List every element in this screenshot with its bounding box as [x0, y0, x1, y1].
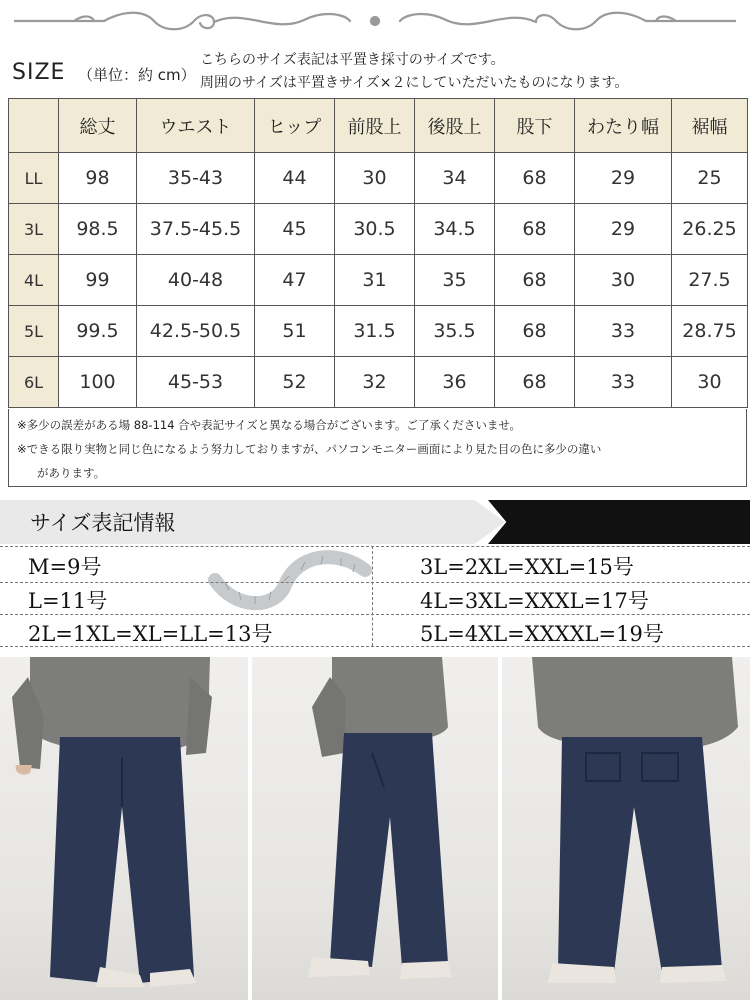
table-cell: 68 [495, 357, 575, 408]
color-note-continued: があります。 [37, 466, 106, 480]
column-header: 後股上 [415, 99, 495, 153]
table-cell: 68 [495, 306, 575, 357]
table-cell: 35 [415, 255, 495, 306]
size-equivalence: 4L=3XL=XXXL=17号 [420, 589, 649, 613]
table-cell: 35.5 [415, 306, 495, 357]
table-cell: 33 [575, 306, 672, 357]
table-cell: 29 [575, 153, 672, 204]
table-cell: 100 [59, 357, 137, 408]
table-cell: 99.5 [59, 306, 137, 357]
size-heading: SIZE [12, 60, 66, 85]
table-cell: 68 [495, 255, 575, 306]
column-header: 裾幅 [672, 99, 748, 153]
table-cell: 28.75 [672, 306, 748, 357]
table-cell: 34.5 [415, 204, 495, 255]
size-label: 5L [9, 306, 59, 357]
table-cell: 99 [59, 255, 137, 306]
table-cell: 40-48 [137, 255, 255, 306]
table-row [9, 306, 748, 357]
table-cell: 98.5 [59, 204, 137, 255]
table-row [9, 204, 748, 255]
corner-cell [9, 99, 59, 153]
table-cell: 68 [495, 153, 575, 204]
table-cell: 30 [672, 357, 748, 408]
size-info-banner [0, 500, 750, 544]
table-cell: 31.5 [335, 306, 415, 357]
size-label: 6L [9, 357, 59, 408]
table-cell: 30 [335, 153, 415, 204]
divider [0, 546, 750, 547]
column-header: わたり幅 [575, 99, 672, 153]
product-photo-side [252, 657, 498, 1000]
table-cell: 45-53 [137, 357, 255, 408]
table-cell: 27.5 [672, 255, 748, 306]
table-cell: 68 [495, 204, 575, 255]
table-cell: 35-43 [137, 153, 255, 204]
table-header-row [9, 99, 748, 153]
table-cell: 34 [415, 153, 495, 204]
divider [0, 582, 750, 583]
ornamental-divider [14, 6, 736, 36]
size-info-title: サイズ表記情報 [30, 511, 176, 535]
size-equivalence: M=9号 [28, 555, 102, 579]
column-divider [372, 546, 373, 646]
footnotes [8, 409, 747, 487]
circumference-note: 周囲のサイズは平置きサイズ×２にしていただいたものになります。 [200, 75, 629, 91]
size-label: 4L [9, 255, 59, 306]
tolerance-note: ※多少の誤差がある場 88-114 合や表記サイズと異なる場合がございます。ご了承くださいませ。 [17, 418, 521, 432]
unit-label: （単位：約 cm） [78, 66, 196, 84]
table-cell: 33 [575, 357, 672, 408]
color-note: ※できる限り実物と同じ色になるよう努力しておりますが、パソコンモニター画面により見た目の色に多少の違い [17, 442, 602, 456]
product-photo-back [502, 657, 750, 1000]
table-cell: 25 [672, 153, 748, 204]
size-label: 3L [9, 204, 59, 255]
column-header: 股下 [495, 99, 575, 153]
size-equivalence: 3L=2XL=XXL=15号 [420, 555, 634, 579]
product-photo-front [0, 657, 248, 1000]
size-equivalence: 5L=4XL=XXXXL=19号 [420, 622, 664, 646]
table-cell: 32 [335, 357, 415, 408]
table-cell: 36 [415, 357, 495, 408]
measurement-note: こちらのサイズ表記は平置き採寸のサイズです。 [200, 52, 505, 68]
size-equivalence: L=11号 [28, 589, 108, 613]
table-cell: 42.5-50.5 [137, 306, 255, 357]
column-header: 総丈 [59, 99, 137, 153]
table-row [9, 153, 748, 204]
size-label: LL [9, 153, 59, 204]
table-row [9, 357, 748, 408]
column-header: 前股上 [335, 99, 415, 153]
table-cell: 44 [255, 153, 335, 204]
table-cell: 26.25 [672, 204, 748, 255]
table-cell: 47 [255, 255, 335, 306]
column-header: ヒップ [255, 99, 335, 153]
table-row [9, 255, 748, 306]
column-header: ウエスト [137, 99, 255, 153]
table-cell: 51 [255, 306, 335, 357]
table-cell: 52 [255, 357, 335, 408]
size-equivalence: 2L=1XL=XL=LL=13号 [28, 622, 273, 646]
table-cell: 29 [575, 204, 672, 255]
table-cell: 31 [335, 255, 415, 306]
table-cell: 98 [59, 153, 137, 204]
size-chart-table [8, 98, 748, 408]
table-cell: 45 [255, 204, 335, 255]
table-cell: 37.5-45.5 [137, 204, 255, 255]
measuring-tape-icon [205, 540, 375, 618]
table-cell: 30.5 [335, 204, 415, 255]
table-cell: 30 [575, 255, 672, 306]
